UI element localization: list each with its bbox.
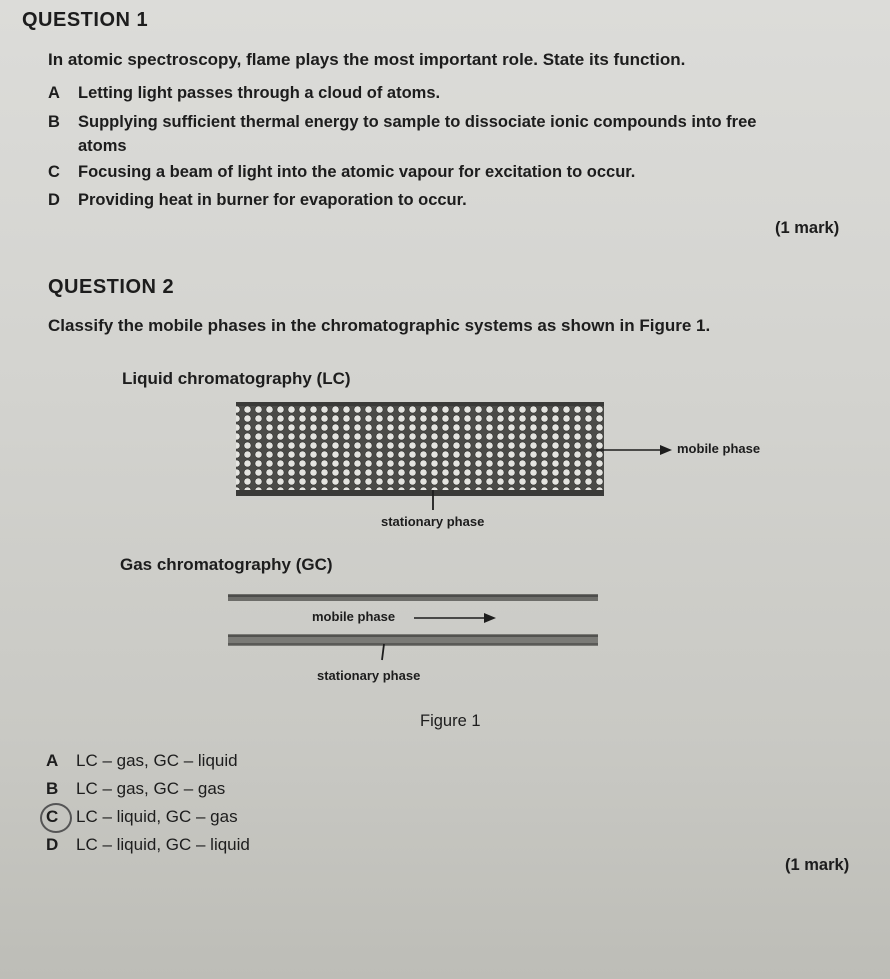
question-1-stem: In atomic spectroscopy, flame plays the most important role. State its function. xyxy=(48,50,686,69)
option-letter: A xyxy=(46,751,59,770)
option-text: Letting light passes through a cloud of atoms. xyxy=(78,84,441,102)
gc-stationary-pointer xyxy=(382,644,384,660)
lc-stationary-phase-label: stationary phase xyxy=(381,514,485,529)
gc-heading: Gas chromatography (GC) xyxy=(120,555,333,574)
option-text: Focusing a beam of light into the atomic vapour for excitation to occur. xyxy=(78,163,636,181)
q1-option-b[interactable] xyxy=(48,113,756,132)
question-2-stem: Classify the mobile phases in the chromatographic systems as shown in Figure 1. xyxy=(48,316,711,335)
option-letter: D xyxy=(48,191,60,209)
option-text: LC – gas, GC – liquid xyxy=(76,751,238,770)
option-text: LC – liquid, GC – gas xyxy=(76,807,238,826)
gc-mobile-phase-label: mobile phase xyxy=(312,609,396,624)
lc-packed-beads xyxy=(236,406,604,490)
option-text: LC – gas, GC – gas xyxy=(76,779,226,798)
q2-option-a[interactable] xyxy=(46,751,238,771)
option-letter: B xyxy=(48,113,60,131)
lc-column-wall-bottom xyxy=(236,490,604,496)
option-letter: C xyxy=(48,163,60,181)
q2-option-d[interactable] xyxy=(46,835,250,855)
option-text: Providing heat in burner for evaporation to occur. xyxy=(78,191,467,209)
q2-option-c[interactable] xyxy=(46,807,238,827)
lc-column-wall-top xyxy=(236,402,604,406)
q1-option-a[interactable] xyxy=(48,84,440,103)
q2-option-b[interactable] xyxy=(46,779,225,799)
lc-mobile-arrow-head xyxy=(660,445,672,455)
option-letter-circled: C xyxy=(46,807,76,827)
option-letter: D xyxy=(46,835,59,854)
q2-mark: (1 mark) xyxy=(785,856,850,874)
lc-heading: Liquid chromatography (LC) xyxy=(122,369,351,388)
q1-option-b-continued: atoms xyxy=(78,137,127,155)
option-letter: B xyxy=(46,779,59,798)
question-2-title: QUESTION 2 xyxy=(48,276,175,298)
option-text: Supplying sufficient thermal energy to sample to dissociate ionic compounds into free xyxy=(78,113,757,131)
gc-stationary-film xyxy=(228,634,598,646)
option-letter: A xyxy=(48,84,60,102)
q1-mark: (1 mark) xyxy=(775,219,840,237)
q1-option-d[interactable] xyxy=(48,191,467,210)
question-1-title: QUESTION 1 xyxy=(22,9,149,31)
figure-caption: Figure 1 xyxy=(420,712,481,730)
gc-stationary-phase-label: stationary phase xyxy=(317,668,421,683)
gc-mobile-arrow-head xyxy=(484,613,496,623)
answer-circle-mark xyxy=(40,803,72,833)
gc-column-wall-top xyxy=(228,594,598,601)
option-text: LC – liquid, GC – liquid xyxy=(76,835,250,854)
lc-mobile-phase-label: mobile phase xyxy=(677,441,761,456)
q1-option-c[interactable] xyxy=(48,163,635,182)
